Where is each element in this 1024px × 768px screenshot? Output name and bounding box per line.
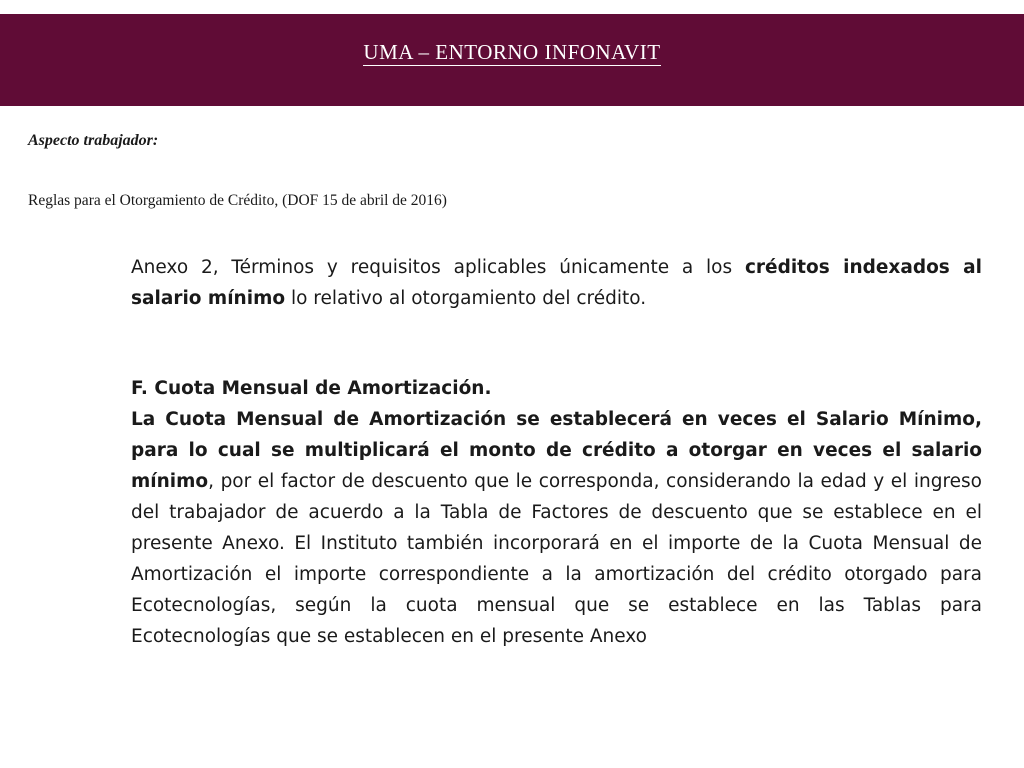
annex-bold-text: créditos indexados al salario mínimo [131,257,982,309]
annex-paragraph [131,252,982,314]
section-block [131,373,982,652]
aspect-label: Aspecto trabajador: [28,132,159,149]
header-title [0,40,1024,65]
annex-text-1: Anexo 2, Términos y requisitos aplicables únicamente a los [131,257,745,278]
annex-text-2: lo relativo al otorgamiento del crédito. [285,288,647,309]
section-rest-text: , por el factor de descuento que le corresponda, considerando la edad y el ingreso del trabajador de acuerdo a la Tabla de Factores de descuento que se establece en el presente Anexo. El Instituto también incorporará en el importe de la Cuota Mensual de Amortización el importe correspondiente a la amortización del crédito otorgado para Ecotecnologías, según la cuota mensual que se establece en las Tablas para Ecotecnologías que se establecen en el presente Anexo [131,471,982,647]
section-bold-intro: La Cuota Mensual de Amortización se establecerá en veces el Salario Mínimo, para lo cual se multiplicará el monto de crédito a otorgar en veces el salario mínimo [131,409,982,492]
rules-reference: Reglas para el Otorgamiento de Crédito, (DOF 15 de abril de 2016) [28,192,447,209]
header-title-text: UMA – ENTORNO INFONAVIT [363,40,661,64]
section-heading: F. Cuota Mensual de Amortización. [131,378,492,399]
